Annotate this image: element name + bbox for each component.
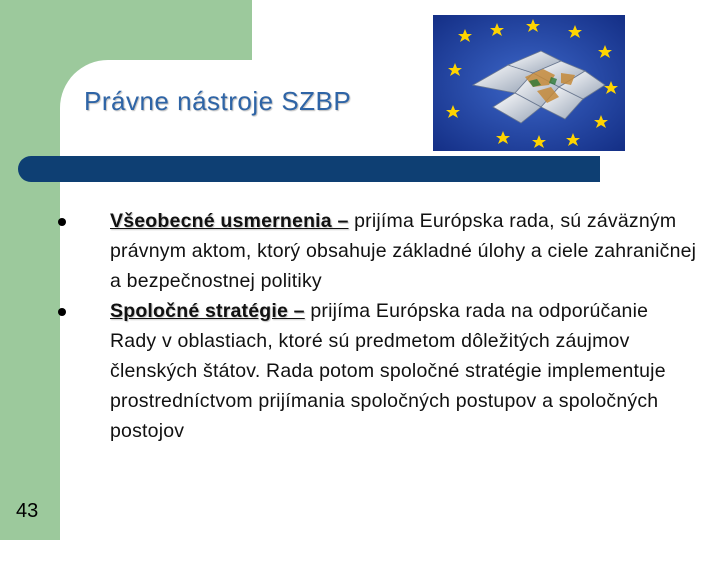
bullet-term: Spoločné stratégie – xyxy=(110,300,305,322)
bullet-text: prijíma Európska rada, sú záväzným právnym aktom, ktorý obsahuje základné úlohy a ciele zahraničnej a bezpečnostnej politiky xyxy=(110,210,697,292)
list-item xyxy=(58,296,698,446)
eu-flag-puzzle-map-icon xyxy=(433,15,625,151)
slide-title: Právne nástroje SZBP xyxy=(84,86,352,116)
bullet-text: prijíma Európska rada na odporúčanie Rady v oblastiach, ktoré sú predmetom dôležitých záujmov členských štátov. Rada potom spoločné stratégie implementuje prostredníctvom prijímania spoločných postupov a spoločných postojov xyxy=(110,300,666,442)
bullet-dot xyxy=(58,308,66,316)
bullet-list xyxy=(58,206,698,446)
bullet-dot xyxy=(58,218,66,226)
list-item xyxy=(58,206,698,296)
bullet-term: Všeobecné usmernenia – xyxy=(110,210,349,232)
title-divider-bar xyxy=(18,156,600,182)
page-number: 43 xyxy=(16,500,39,522)
